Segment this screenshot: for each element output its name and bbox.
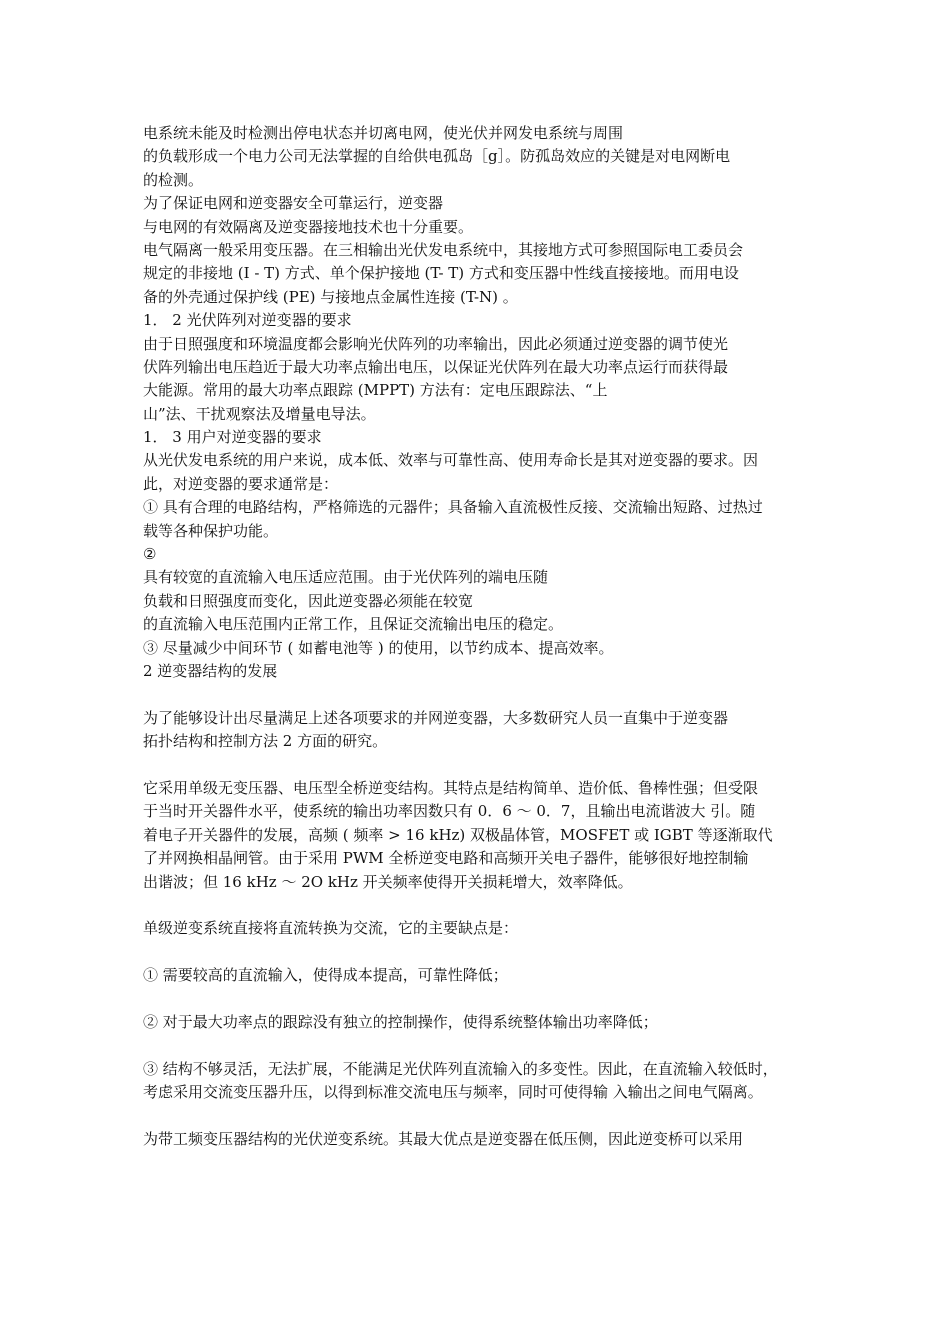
- text-line: 为了能够设计出尽量满足上述各项要求的并网逆变器，大多数研究人员一直集中于逆变器: [143, 708, 729, 727]
- blank-line: [143, 1034, 813, 1057]
- text-line: 具有较宽的直流输入电压适应范围。由于光伏阵列的端电压随: [143, 568, 549, 587]
- text-line: 载等各种保护功能。: [143, 521, 279, 540]
- text-line: 的检测。: [143, 170, 204, 189]
- text-line: 山”法、干扰观察法及增量电导法。: [143, 404, 376, 423]
- text-line: 规定的非接地 (I - T) 方式、单个保护接地 (T- T) 方式和变压器中性线直接接地。而用电设: [143, 264, 739, 283]
- blank-line: [143, 754, 813, 777]
- text-line: ③ 尽量减少中间环节 ( 如蓄电池等 ) 的使用，以节约成本、提高效率。: [143, 638, 614, 657]
- text-line: 的负载形成一个电力公司无法掌握的自给供电孤岛［g］。防孤岛效应的关键是对电网断电: [143, 147, 731, 166]
- blank-line: [143, 683, 813, 706]
- text-line: 考虑采用交流变压器升压，以得到标准交流电压与频率，同时可使得输 入输出之间电气隔离。: [143, 1083, 763, 1102]
- text-line: ① 具有合理的电路结构，严格筛选的元器件；具备输入直流极性反接、交流输出短路、过热过: [143, 498, 763, 517]
- text-line: 为带工频变压器结构的光伏逆变系统。其最大优点是逆变器在低压侧，因此逆变桥可以采用: [143, 1129, 744, 1148]
- text-line: 此，对逆变器的要求通常是：: [143, 474, 339, 493]
- text-line: ② 对于最大功率点的跟踪没有独立的控制操作，使得系统整体输出功率降低；: [143, 1012, 658, 1031]
- text-line: 于当时开关器件水平，使系统的输出功率因数只有 0．6 ～ 0．7，且输出电流谐波大 引。随: [143, 802, 756, 821]
- text-line: 它采用单级无变压器、电压型全桥逆变结构。其特点是结构简单、造价低、鲁棒性强；但受限: [143, 778, 759, 797]
- text-line: 大能源。常用的最大功率点跟踪 (MPPT) 方法有：定电压跟踪法、“上: [143, 381, 608, 400]
- document-body: [143, 122, 813, 1151]
- text-line: 备的外壳通过保护线 (PE) 与接地点金属性连接 (T-N) 。: [143, 287, 518, 306]
- text-line: 从光伏发电系统的用户来说，成本低、效率与可靠性高、使用寿命长是其对逆变器的要求。因: [143, 451, 759, 470]
- text-line: 了并网换相晶闸管。由于采用 PWM 全桥逆变电路和高频开关电子器件，能够很好地控制输: [143, 849, 749, 868]
- blank-line: [143, 941, 813, 964]
- text-line: ① 需要较高的直流输入，使得成本提高，可靠性降低；: [143, 966, 508, 985]
- blank-line: [143, 1104, 813, 1127]
- text-line: 单级逆变系统直接将直流转换为交流，它的主要缺点是：: [143, 919, 519, 938]
- text-line: ③ 结构不够灵活，无法扩展，不能满足光伏阵列直流输入的多变性。因此，在直流输入较低时，: [143, 1059, 778, 1078]
- text-line: 出谐波；但 16 kHz ～ 2O kHz 开关频率使得开关损耗增大，效率降低。: [143, 872, 633, 891]
- text-line: 1． 3 用户对逆变器的要求: [143, 428, 322, 447]
- text-line: 负载和日照强度而变化，因此逆变器必须能在较宽: [143, 591, 474, 610]
- text-line: 与电网的有效隔离及逆变器接地技术也十分重要。: [143, 217, 474, 236]
- text-line: 拓扑结构和控制方法 2 方面的研究。: [143, 732, 388, 751]
- text-line: 为了保证电网和逆变器安全可靠运行，逆变器: [143, 194, 444, 213]
- text-line: 2 逆变器结构的发展: [143, 661, 278, 680]
- text-line: 着电子开关器件的发展，高频 ( 频率 > 16 kHz) 双极晶体管，MOSFET 或 IGBT 等逐渐取代: [143, 825, 773, 844]
- text-line: 的直流输入电压范围内正常工作，且保证交流输出电压的稳定。: [143, 615, 564, 634]
- blank-line: [143, 894, 813, 917]
- text-line: 1． 2 光伏阵列对逆变器的要求: [143, 311, 352, 330]
- text-line: 电气隔离一般采用变压器。在三相输出光伏发电系统中，其接地方式可参照国际电工委员会: [143, 240, 744, 259]
- text-line: ②: [143, 545, 157, 564]
- text-line: 由于日照强度和环境温度都会影响光伏阵列的功率输出，因此必须通过逆变器的调节使光: [143, 334, 729, 353]
- text-line: 伏阵列输出电压趋近于最大功率点输出电压，以保证光伏阵列在最大功率点运行而获得最: [143, 357, 729, 376]
- text-line: 电系统未能及时检测出停电状态并切离电网，使光伏并网发电系统与周围: [143, 124, 624, 142]
- blank-line: [143, 987, 813, 1010]
